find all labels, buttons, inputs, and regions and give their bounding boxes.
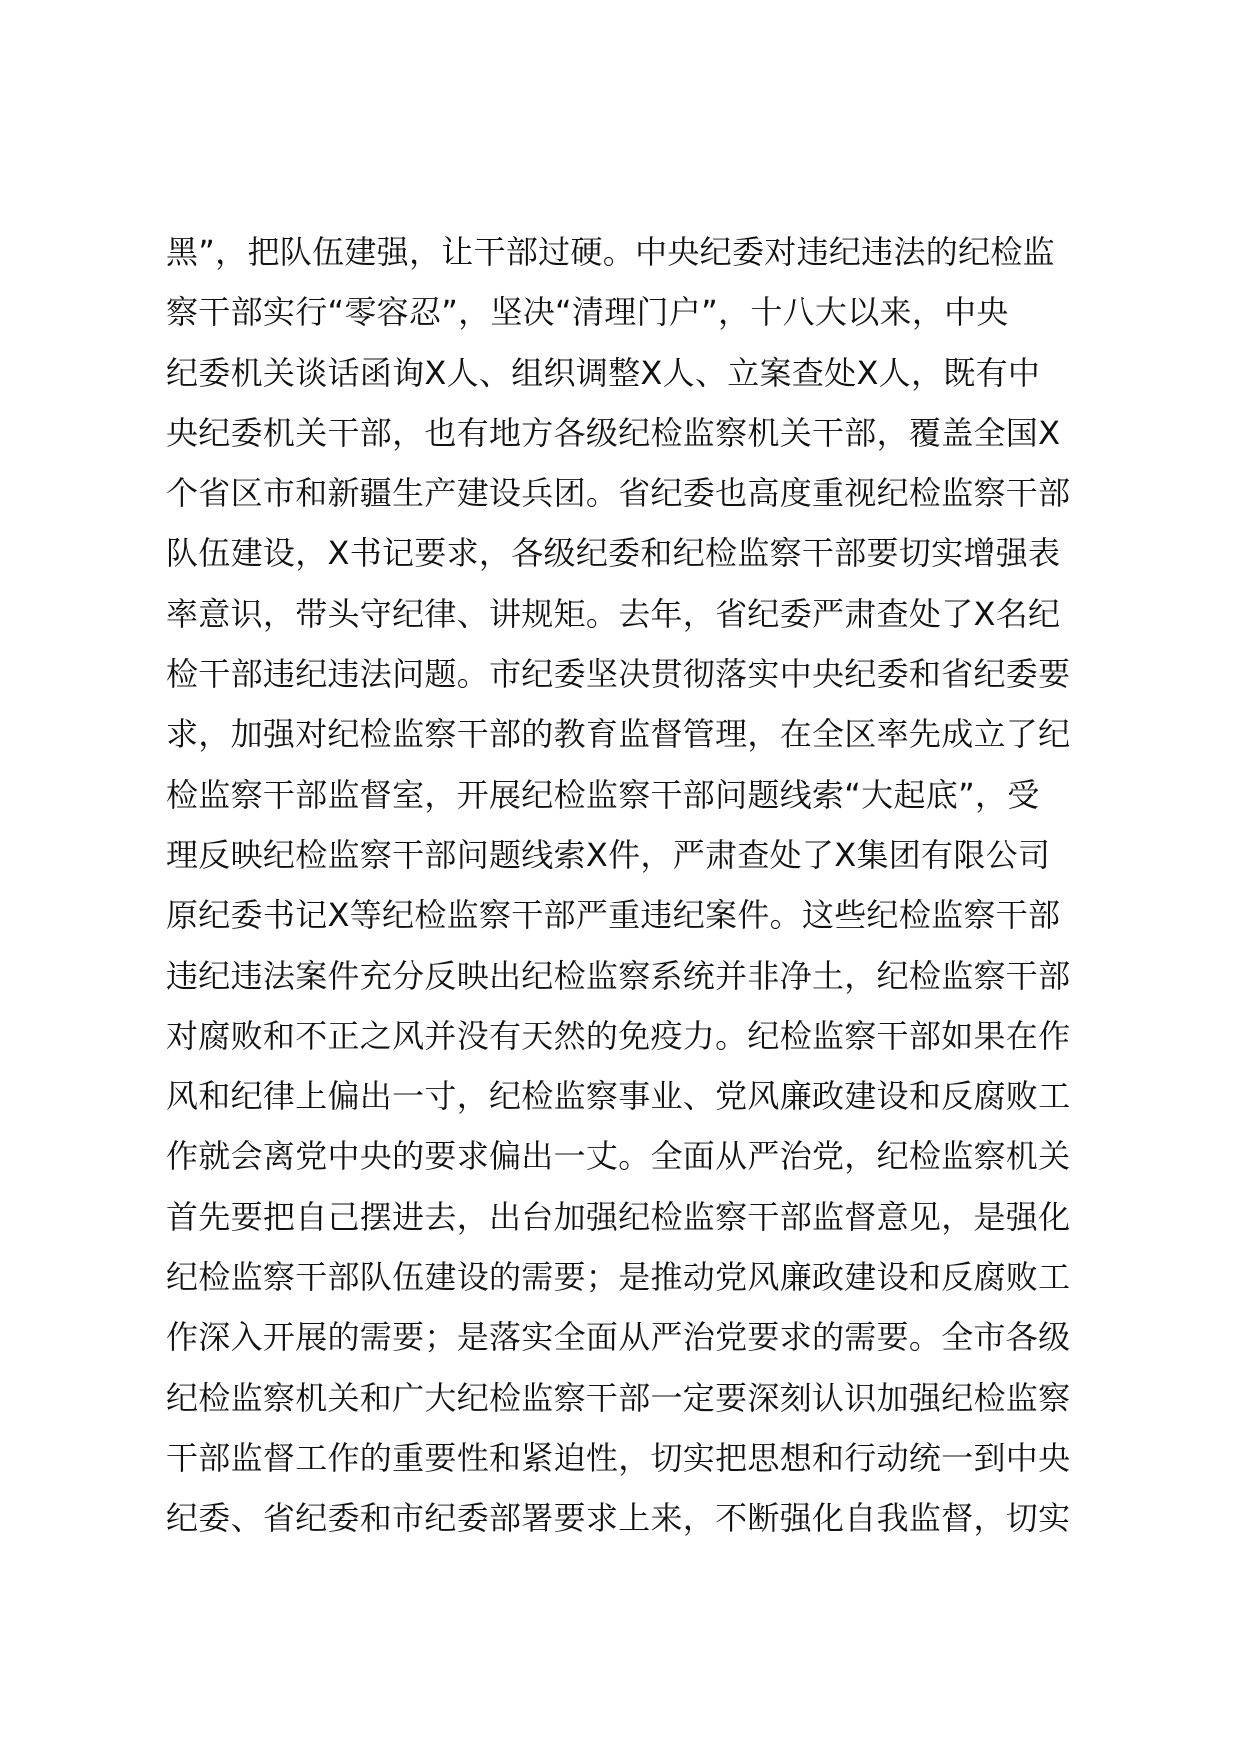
text-line-9: 求，加强对纪检监察干部的教育监督管理，在全区率先成立了纪 (166, 715, 1071, 754)
text-line-18: 纪检监察干部队伍建设的需要；是推动党风廉政建设和反腐败工 (166, 1258, 1071, 1297)
text-line-22: 纪委、省纪委和市纪委部署要求上来，不断强化自我监督，切实 (166, 1499, 1071, 1538)
text-line-1: 黑”，把队伍建强，让干部过硬。中央纪委对违纪违法的纪检监 (166, 233, 1055, 271)
text-line-13: 违纪违法案件充分反映出纪检监察系统并非净土，纪检监察干部 (166, 956, 1071, 995)
text-line-4: 央纪委机关干部，也有地方各级纪检监察机关干部，覆盖全国X (166, 413, 1061, 452)
text-line-16: 作就会离党中央的要求偏出一丈。全面从严治党，纪检监察机关 (166, 1137, 1071, 1176)
text-line-3: 纪委机关谈话函询X人、组织调整X人、立案查处X人，既有中 (166, 353, 1041, 392)
text-line-7: 率意识，带头守纪律、讲规矩。去年，省纪委严肃查处了X名纪 (166, 594, 1061, 633)
text-line-15: 风和纪律上偏出一寸，纪检监察事业、党风廉政建设和反腐败工 (166, 1077, 1071, 1116)
text-line-8: 检干部违纪违法问题。市纪委坚决贯彻落实中央纪委和省纪委要 (166, 655, 1071, 694)
text-line-21: 干部监督工作的重要性和紧迫性，切实把思想和行动统一到中央 (166, 1438, 1071, 1477)
text-line-17: 首先要把自己摆进去，出台加强纪检监察干部监督意见，是强化 (166, 1197, 1071, 1236)
text-line-19: 作深入开展的需要；是落实全面从严治党要求的需要。全市各级 (166, 1318, 1071, 1357)
text-line-5: 个省区市和新疆生产建设兵团。省纪委也高度重视纪检监察干部 (166, 474, 1071, 513)
text-line-20: 纪检监察机关和广大纪检监察干部一定要深刻认识加强纪检监察 (166, 1378, 1071, 1417)
text-line-11: 理反映纪检监察干部问题线索X件，严肃查处了X集团有限公司 (166, 835, 1051, 874)
text-line-14: 对腐败和不正之风并没有天然的免疫力。纪检监察干部如果在作 (166, 1016, 1071, 1055)
text-line-12: 原纪委书记X等纪检监察干部严重违纪案件。这些纪检监察干部 (166, 896, 1061, 935)
text-line-6: 队伍建设，X书记要求，各级纪委和纪检监察干部要切实增强表 (166, 534, 1061, 573)
text-line-2: 察干部实行“零容忍”，坚决“清理门户”，十八大以来，中央 (166, 293, 1009, 332)
body-paragraph (166, 222, 1116, 1549)
text-line-10: 检监察干部监督室，开展纪检监察干部问题线索“大起底”，受 (166, 775, 1040, 814)
